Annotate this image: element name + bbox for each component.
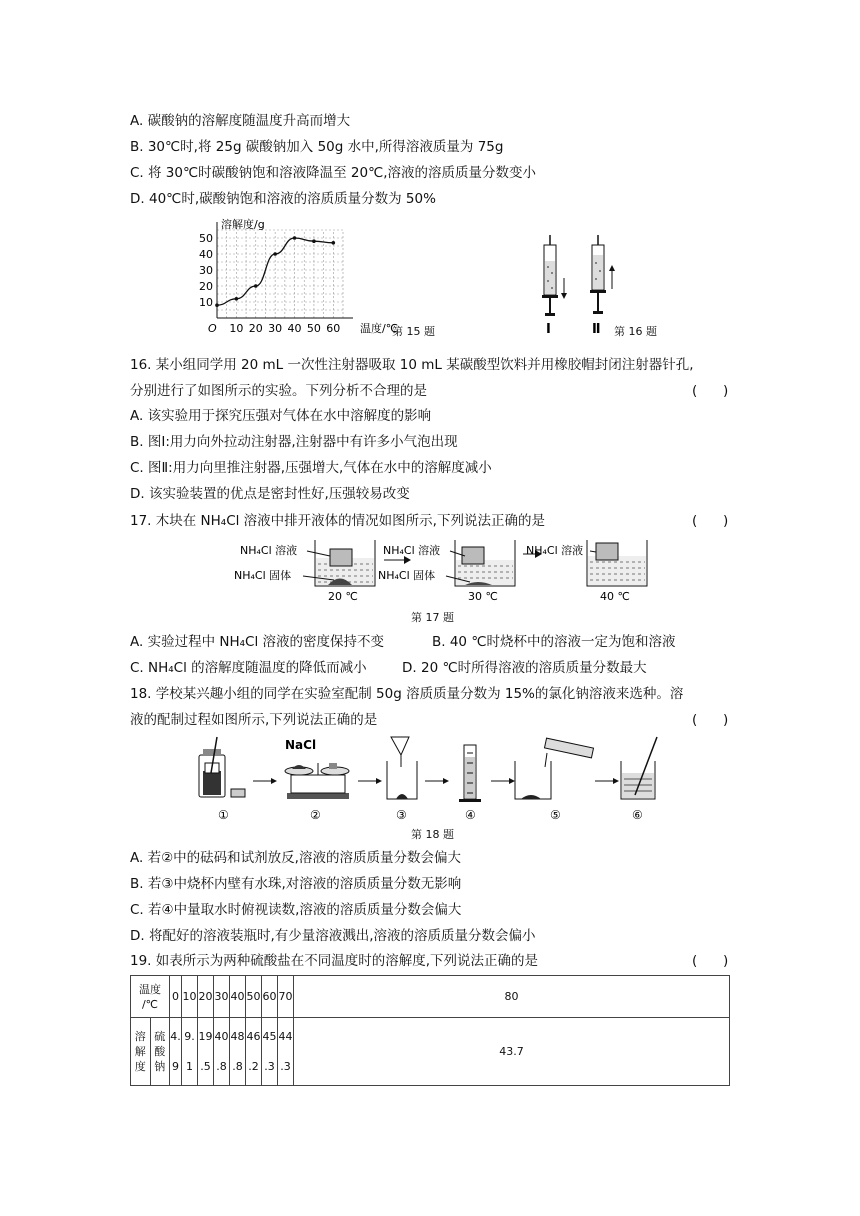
table-cell: 50 — [246, 976, 262, 1018]
table-cell — [182, 1018, 198, 1086]
table-text: 44 — [278, 1030, 293, 1043]
q19-stem: 19. 如表所示为两种硫酸盐在不同温度时的溶解度,下列说法正确的是 — [130, 953, 539, 969]
q17-answer-bracket: ( ) — [692, 513, 729, 529]
step-1: ① — [218, 808, 229, 822]
table-text: 钠 — [154, 1060, 166, 1073]
step-2: ② — [310, 808, 321, 822]
nacl-label: NaCl — [285, 738, 317, 752]
y-tick-label: 20 — [199, 280, 213, 293]
data-point — [235, 297, 239, 301]
table-cell — [246, 1018, 262, 1086]
table-header-temp-line2: /℃ — [141, 997, 159, 1011]
x-tick-label: 40 — [287, 322, 302, 335]
q18-option-c: C. 若④中量取水时俯视读数,溶液的溶质质量分数会偏大 — [130, 902, 462, 918]
table-text: 解 — [134, 1045, 146, 1058]
data-point — [332, 241, 336, 245]
table-text: .2 — [248, 1060, 259, 1073]
label-solution-1: NH₄Cl 溶液 — [240, 544, 298, 557]
table-cell — [230, 1018, 246, 1086]
balance — [285, 738, 349, 799]
beaker-40c — [587, 540, 647, 586]
table-cell — [278, 1018, 294, 1086]
q18-stem-line1: 18. 学校某兴趣小组的同学在实验室配制 50g 溶质质量分数为 15%的氯化钠溶液来选种。溶 — [130, 686, 684, 702]
table-text: 1 — [186, 1060, 193, 1073]
table-text: 硫 — [154, 1030, 166, 1043]
table-text: .8 — [232, 1060, 243, 1073]
table-text: 溶 — [134, 1030, 146, 1043]
table-text: 9 — [172, 1060, 179, 1073]
q19-answer-bracket: ( ) — [692, 953, 729, 969]
y-tick-label: 50 — [199, 232, 213, 245]
solution-prep-figure — [195, 733, 675, 825]
table-header-temp — [131, 976, 170, 1018]
q17-option-b: B. 40 ℃时烧杯中的溶液一定为饱和溶液 — [432, 634, 676, 650]
table-row-temp — [131, 976, 730, 1018]
beaker-with-paper — [387, 737, 417, 799]
table-text: 酸 — [154, 1045, 166, 1058]
table-cell: 0 — [170, 976, 182, 1018]
table-text: .3 — [280, 1060, 291, 1073]
label-solution-2: NH₄Cl 溶液 — [383, 544, 441, 557]
table-text: 48 — [230, 1030, 245, 1043]
table-cell: 10 — [182, 976, 198, 1018]
data-point — [215, 303, 219, 307]
solubility-chart — [195, 210, 445, 340]
x-tick-label: 50 — [306, 322, 321, 335]
step-3: ③ — [396, 808, 407, 822]
chart-xlabel: 温度/℃ — [360, 322, 399, 335]
q17-option-d: D. 20 ℃时所得溶液的溶质质量分数最大 — [402, 660, 647, 676]
reagent-bottle — [199, 737, 245, 797]
y-tick-label: 40 — [199, 248, 213, 261]
syringe-1 — [542, 235, 567, 316]
table-text: .3 — [264, 1060, 275, 1073]
pouring-water — [515, 738, 594, 799]
table-text: .8 — [216, 1060, 227, 1073]
q16-option-d: D. 该实验装置的优点是密封性好,压强较易改变 — [130, 486, 410, 502]
q18-option-a: A. 若②中的砝码和试剂放反,溶液的溶质质量分数会偏大 — [130, 850, 461, 866]
temp-30: 30 ℃ — [468, 590, 498, 603]
q16-answer-bracket: ( ) — [692, 383, 729, 399]
table-text: 4. — [170, 1030, 181, 1043]
table-text: 46 — [246, 1030, 261, 1043]
q18-answer-bracket: ( ) — [692, 712, 729, 728]
q15-caption: 第 15 题 — [392, 325, 435, 338]
table-header-solubility — [131, 1018, 151, 1086]
q16-option-b: B. 图Ⅰ:用力向外拉动注射器,注射器中有许多小气泡出现 — [130, 434, 458, 450]
q16-stem-line2: 分别进行了如图所示的实验。下列分析不合理的是 — [130, 383, 427, 399]
table-cell — [214, 1018, 230, 1086]
table-cell: 43.7 — [294, 1018, 730, 1086]
table-cell: 40 — [230, 976, 246, 1018]
q17-caption: 第 17 题 — [411, 611, 454, 624]
x-tick-label: 60 — [326, 322, 341, 335]
x-tick-label: 30 — [268, 322, 283, 335]
syringe-figure — [530, 233, 620, 338]
fig-label-2: Ⅱ — [592, 322, 601, 337]
q17-stem: 17. 木块在 NH₄Cl 溶液中排开液体的情况如图所示,下列说法正确的是 — [130, 513, 545, 529]
q18-option-d: D. 将配好的溶液装瓶时,有少量溶液溅出,溶液的溶质质量分数会偏小 — [130, 928, 536, 944]
q16-caption: 第 16 题 — [614, 325, 657, 338]
data-point — [254, 284, 258, 288]
table-text: .5 — [200, 1060, 211, 1073]
q15-option-a: A. 碳酸钠的溶解度随温度升高而增大 — [130, 113, 351, 129]
data-point — [312, 239, 316, 243]
step-4: ④ — [465, 808, 476, 822]
label-solid-2: NH₄Cl 固体 — [378, 569, 436, 582]
q15-option-b: B. 30℃时,将 25g 碳酸钠加入 50g 水中,所得溶液质量为 75g — [130, 139, 504, 155]
table-text: 40 — [214, 1030, 229, 1043]
beaker-figure — [230, 534, 650, 604]
q16-option-a: A. 该实验用于探究压强对气体在水中溶解度的影响 — [130, 408, 432, 424]
table-text: 45 — [262, 1030, 277, 1043]
graduated-cylinder — [459, 745, 481, 802]
x-tick-label: 20 — [248, 322, 263, 335]
table-cell: 80 — [294, 976, 730, 1018]
table-text: 9. — [184, 1030, 195, 1043]
q18-option-b: B. 若③中烧杯内壁有水珠,对溶液的溶质质量分数无影响 — [130, 876, 462, 892]
table-row-solubility — [131, 1018, 730, 1086]
table-text: 19 — [198, 1030, 213, 1043]
q18-caption: 第 18 题 — [411, 828, 454, 841]
beaker-30c — [455, 540, 515, 586]
q15-option-d: D. 40℃时,碳酸钠饱和溶液的溶质质量分数为 50% — [130, 191, 436, 207]
y-tick-label: 30 — [199, 264, 213, 277]
table-cell — [170, 1018, 182, 1086]
chart-origin: O — [208, 322, 217, 335]
table-cell: 20 — [198, 976, 214, 1018]
temp-40: 40 ℃ — [600, 590, 630, 603]
y-tick-label: 10 — [199, 296, 213, 309]
chart-ylabel: 溶解度/g — [221, 218, 265, 231]
table-text: 度 — [134, 1060, 146, 1073]
table-cell: 30 — [214, 976, 230, 1018]
table-cell: 60 — [262, 976, 278, 1018]
x-tick-label: 10 — [229, 322, 244, 335]
table-header-sodium-sulfate — [150, 1018, 170, 1086]
q17-option-c: C. NH₄Cl 的溶解度随温度的降低而减小 — [130, 660, 367, 676]
table-cell: 70 — [278, 976, 294, 1018]
table-cell — [262, 1018, 278, 1086]
q18-stem-line2: 液的配制过程如图所示,下列说法正确的是 — [130, 712, 378, 728]
label-solution-3: NH₄Cl 溶液 — [526, 544, 584, 557]
label-solid-1: NH₄Cl 固体 — [234, 569, 292, 582]
table-cell — [198, 1018, 214, 1086]
temp-20: 20 ℃ — [328, 590, 358, 603]
data-point — [293, 236, 297, 240]
solubility-table — [130, 975, 730, 1086]
stirring — [621, 737, 657, 799]
step-5: ⑤ — [550, 808, 561, 822]
q17-option-a: A. 实验过程中 NH₄Cl 溶液的密度保持不变 — [130, 634, 385, 650]
data-point — [273, 252, 277, 256]
fig-label-1: Ⅰ — [546, 322, 551, 337]
q15-option-c: C. 将 30℃时碳酸钠饱和溶液降温至 20℃,溶液的溶质质量分数变小 — [130, 165, 537, 181]
step-6: ⑥ — [632, 808, 643, 822]
q16-stem-line1: 16. 某小组同学用 20 mL 一次性注射器吸取 10 mL 某碳酸型饮料并用橡胶帽封闭注射器针孔, — [130, 357, 694, 373]
q16-option-c: C. 图Ⅱ:用力向里推注射器,压强增大,气体在水中的溶解度减小 — [130, 460, 492, 476]
syringe-2 — [590, 235, 615, 314]
table-header-temp-line1: 温度 — [139, 982, 161, 996]
